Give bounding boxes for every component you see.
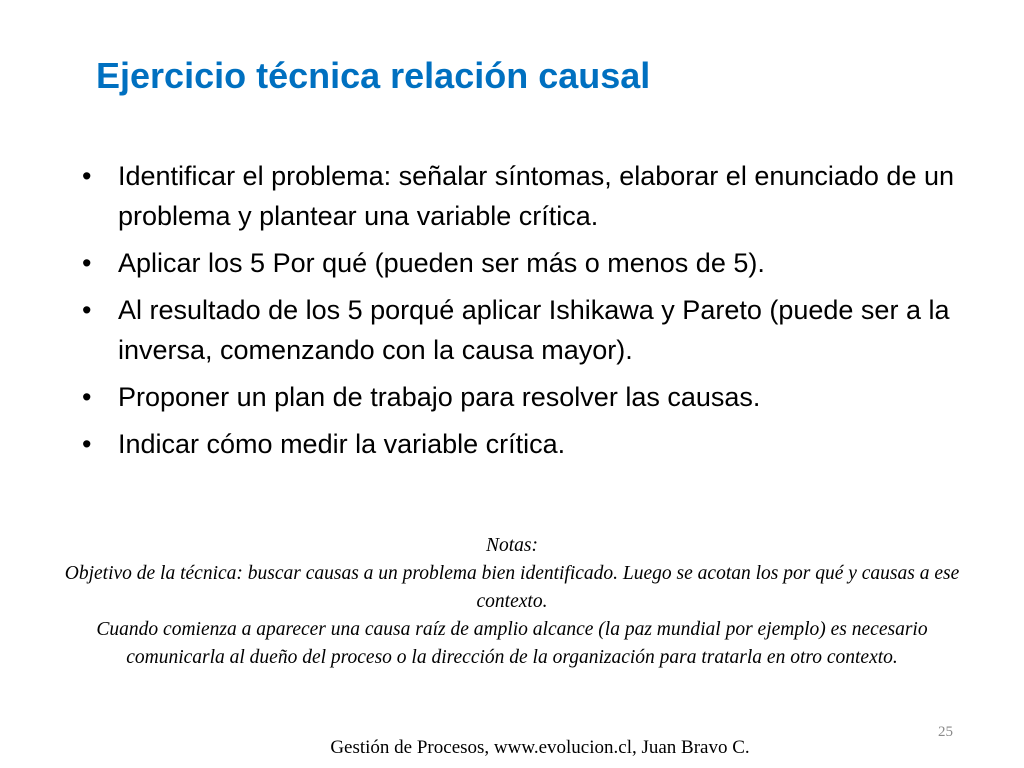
bullet-dot-icon: •: [82, 429, 92, 459]
bullet-dot-icon: •: [82, 295, 92, 325]
notes-block: [62, 532, 962, 672]
bullet-item-work-plan: [82, 377, 1012, 417]
bullet-dot-icon: •: [82, 382, 92, 412]
bullet-text: Aplicar los 5 Por qué (pueden ser más o menos de 5).: [118, 248, 765, 278]
notes-heading: Notas:: [485, 535, 538, 556]
bullet-dot-icon: •: [82, 161, 92, 191]
bullet-item-five-whys: [82, 243, 1012, 283]
slide-title: Ejercicio técnica relación causal: [96, 55, 651, 96]
bullet-text: Indicar cómo medir la variable crítica.: [118, 429, 566, 459]
bullet-item-ishikawa-pareto: [82, 290, 1012, 370]
bullet-text: Al resultado de los 5 porqué aplicar Ishikawa y Pareto (puede ser a la inversa, comenzando con la causa mayor).: [118, 295, 950, 365]
bullet-item-measure-variable: [82, 424, 1012, 464]
bullet-text: Proponer un plan de trabajo para resolver las causas.: [118, 382, 761, 412]
page-number: 25: [938, 724, 953, 740]
bullet-text: Identificar el problema: señalar síntomas, elaborar el enunciado de un problema y plantear una variable crítica.: [118, 161, 954, 231]
notes-paragraph: Cuando comienza a aparecer una causa raíz de amplio alcance (la paz mundial por ejemplo) es necesario comunicarla al dueño del proceso o la dirección de la organización para tratarla en otro contexto.: [96, 619, 928, 668]
bullet-list: [82, 156, 1012, 471]
footer-text: Gestión de Procesos, www.evolucion.cl, Juan Bravo C.: [330, 737, 750, 758]
notes-paragraph: Objetivo de la técnica: buscar causas a un problema bien identificado. Luego se acotan los por qué y causas a ese contexto.: [64, 563, 960, 612]
bullet-item-identify-problem: [82, 156, 1012, 236]
bullet-dot-icon: •: [82, 248, 92, 278]
